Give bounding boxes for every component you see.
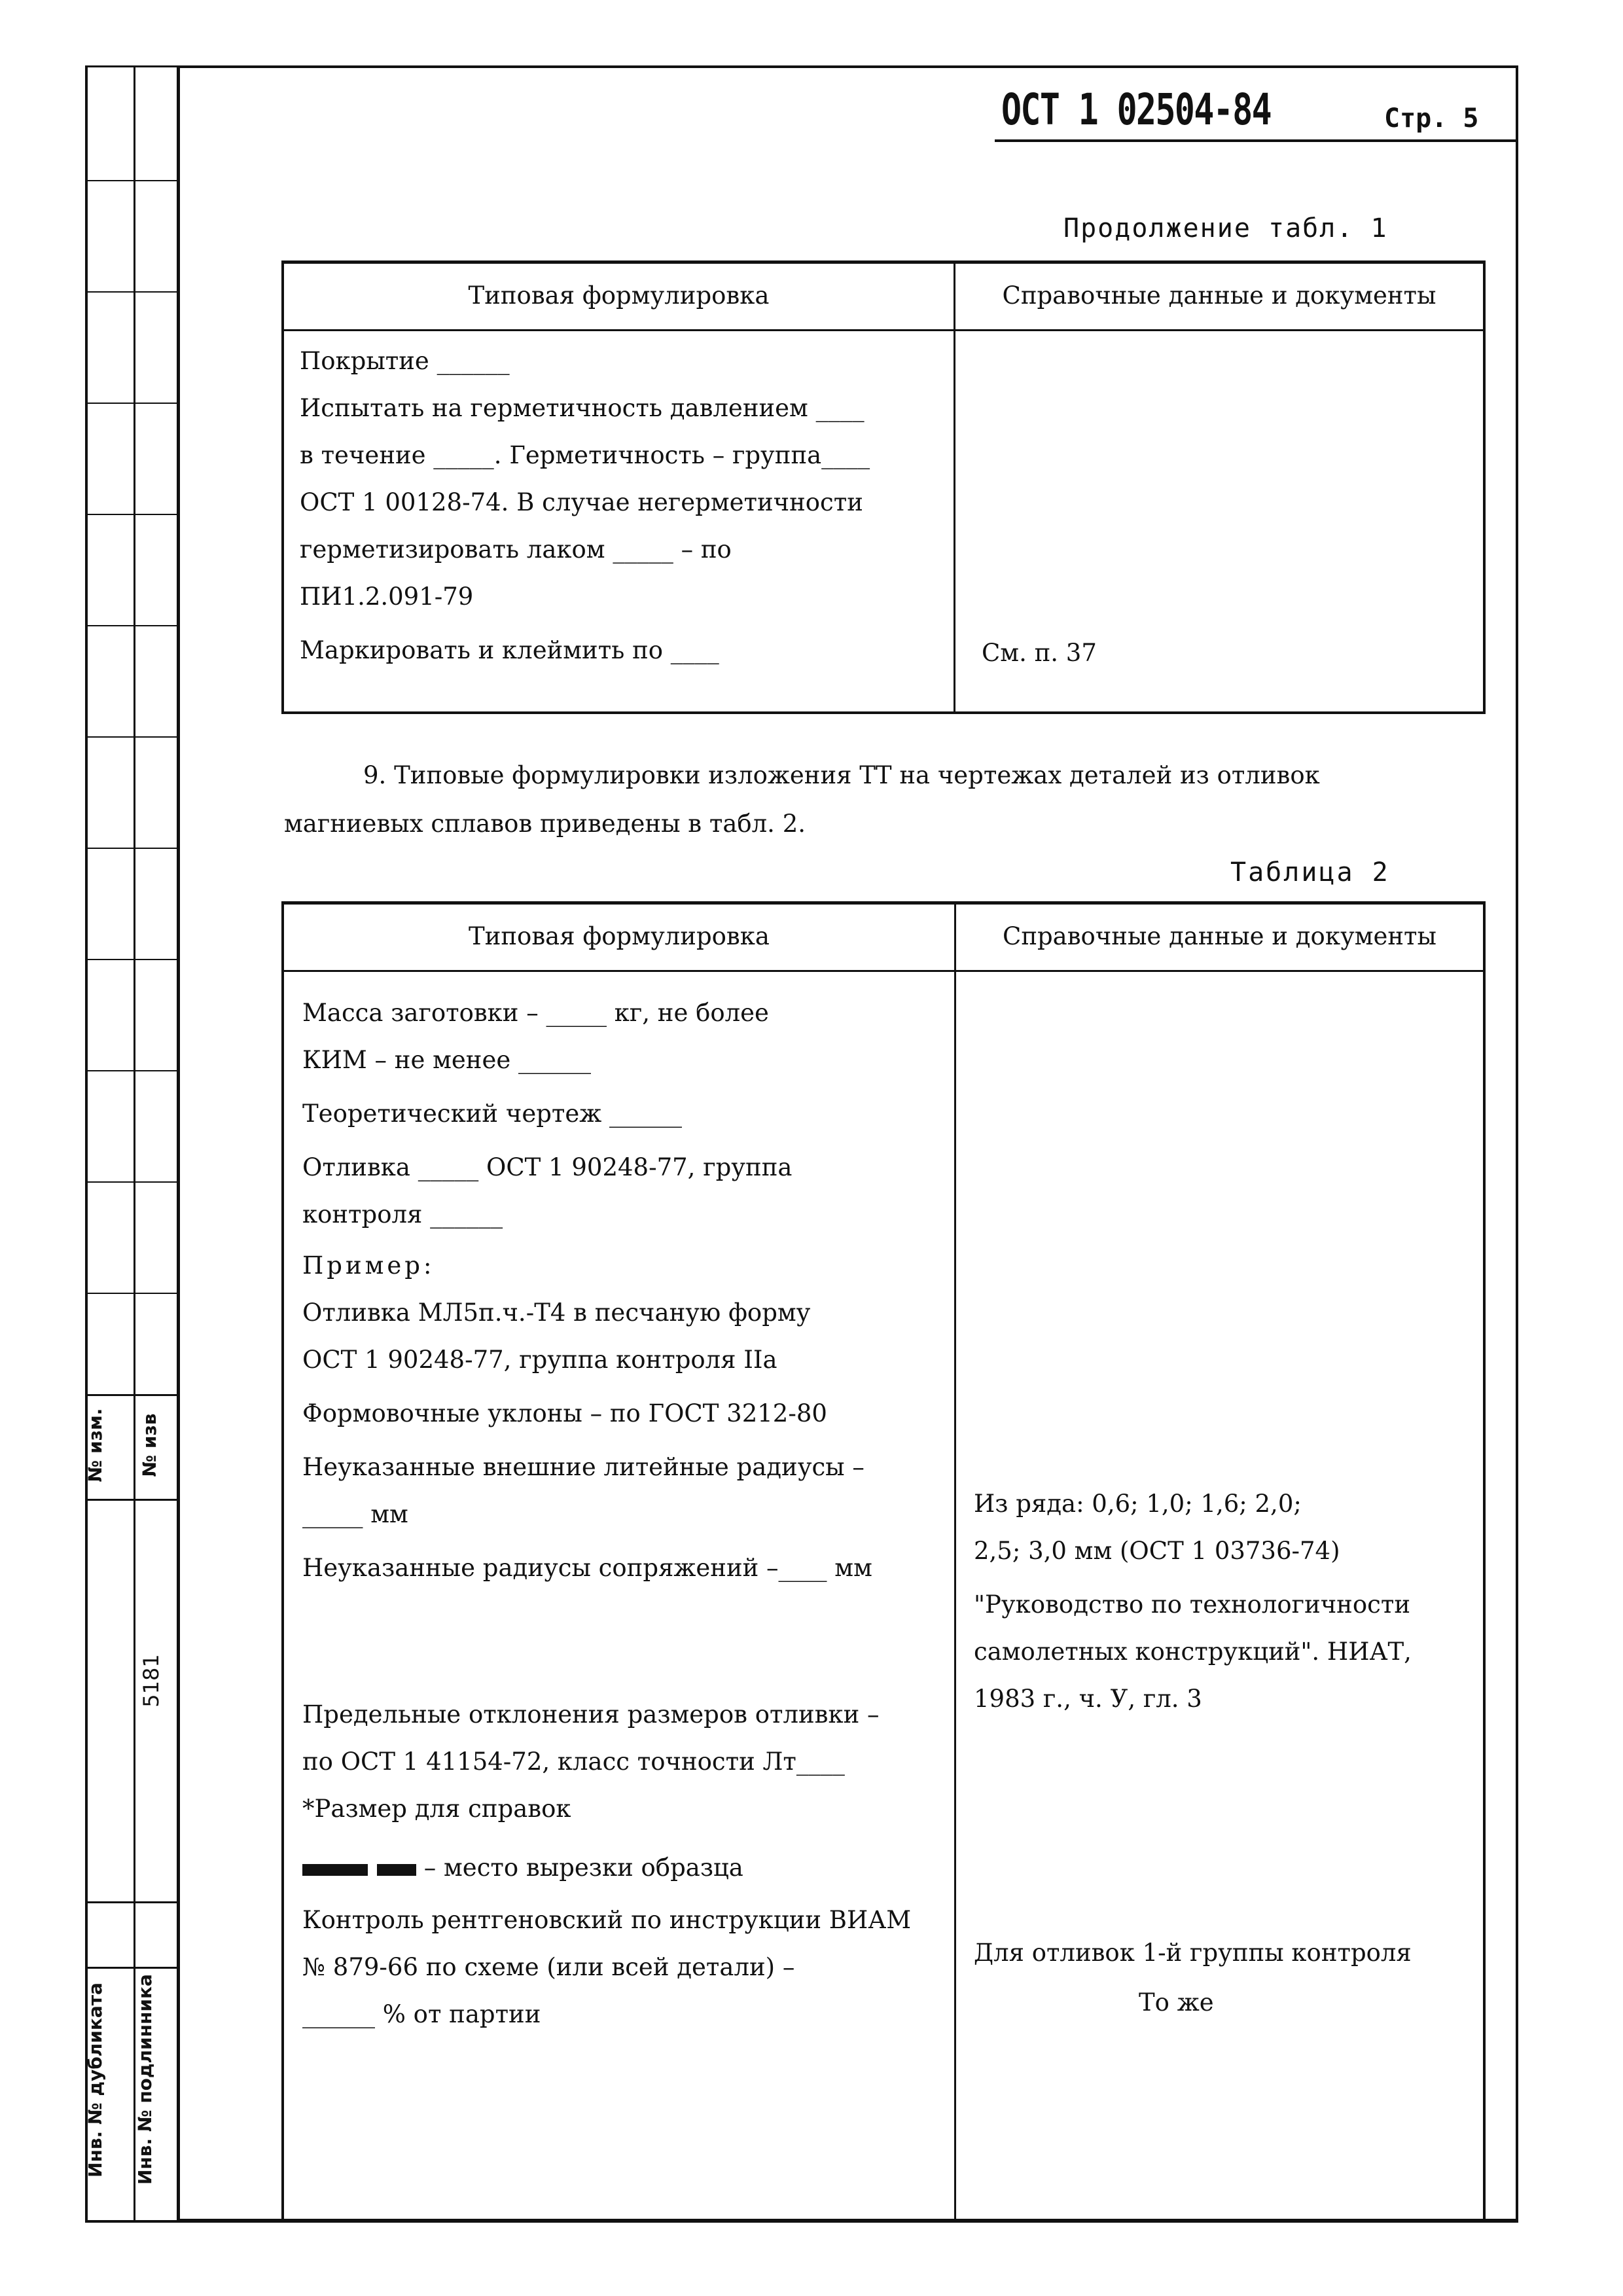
t1-pi-ref: ПИ1.2.091-79 xyxy=(300,583,474,611)
t2-theoretical-drawing: Теоретический чертеж ______ xyxy=(302,1100,683,1128)
t1-ost-ref: ОСТ 1 00128-74. В случае негерметичности xyxy=(300,488,863,516)
page-border-right xyxy=(1516,65,1518,2223)
page-number: Стр. 5 xyxy=(1384,103,1479,134)
t2-example-label: Пример: xyxy=(302,1251,435,1280)
t2-casting-2: контроля ______ xyxy=(302,1200,503,1229)
table2-col2-header: Справочные данные и документы xyxy=(1003,922,1436,950)
paragraph-9-line1: 9. Типовые формулировки изложения ТТ на чертежах деталей из отливок xyxy=(363,761,1320,789)
t2-kim: КИМ – не менее ______ xyxy=(302,1046,592,1074)
margin-dup-inv: Инв. № дубликата xyxy=(84,1982,106,2178)
t1-seal-lacquer: герметизировать лаком _____ – по xyxy=(300,535,732,564)
t1-marking: Маркировать и клеймить по ____ xyxy=(300,636,719,664)
header-underline xyxy=(995,139,1518,142)
margin-orig-inv: Инв. № подлинника xyxy=(134,1974,156,2185)
t1-leak-duration: в течение _____. Герметичность – группа____ xyxy=(300,441,870,469)
t2-guide-1: "Руководство по технологичности xyxy=(974,1590,1410,1619)
t1-leak-test: Испытать на герметичность давлением ____ xyxy=(300,394,865,422)
page-border-top xyxy=(177,65,1518,68)
table1-col2-header: Справочные данные и документы xyxy=(1002,281,1436,310)
t2-xray-1: Контроль рентгеновский по инструкции ВИАМ xyxy=(302,1906,912,1934)
t2-xray-2: № 879-66 по схеме (или всей детали) – xyxy=(302,1953,795,1981)
t2-sample-cut: – место вырезки образца xyxy=(302,1844,911,1892)
standard-number: ОСТ 1 02504-84 xyxy=(1001,84,1272,135)
t2-guide-2: самолетных конструкций". НИАТ, xyxy=(974,1638,1412,1666)
t2-same: То же xyxy=(1139,1988,1214,2017)
table1-caption: Продолжение табл. 1 xyxy=(1063,213,1388,243)
t2-ref-size: *Размер для справок xyxy=(302,1795,571,1823)
t2-xray-3: ______ % от партии xyxy=(302,2000,541,2028)
sample-cut-line-icon xyxy=(302,1864,368,1876)
table2-col1-header: Типовая формулировка xyxy=(469,922,770,950)
t1-coating: Покрытие ______ xyxy=(300,347,510,375)
t2-deviation-1: Предельные отклонения размеров отливки – xyxy=(302,1700,880,1729)
paragraph-9-line2: магниевых сплавов приведены в табл. 2. xyxy=(284,810,806,838)
table1-col1-header: Типовая формулировка xyxy=(468,281,770,310)
margin-notice-no: № изв xyxy=(139,1413,160,1477)
t2-guide-3: 1983 г., ч. У, гл. 3 xyxy=(974,1685,1202,1713)
margin-change-no: № изм. xyxy=(84,1408,106,1482)
t1-marking-ref: См. п. 37 xyxy=(982,639,1097,667)
table2-caption: Таблица 2 xyxy=(1230,857,1390,888)
t2-mate-radii: Неуказанные радиусы сопряжений –____ мм xyxy=(302,1554,872,1582)
t2-group1: Для отливок 1-й группы контроля xyxy=(974,1939,1412,1967)
page-border-bottom xyxy=(177,2219,1518,2223)
t2-radii-series-2: 2,5; 3,0 мм (ОСТ 1 03736-74) xyxy=(974,1537,1340,1565)
sample-cut-line-icon xyxy=(377,1864,416,1876)
t2-deviation-2: по ОСТ 1 41154-72, класс точности Лт____ xyxy=(302,1748,845,1776)
t2-casting-1: Отливка _____ ОСТ 1 90248-77, группа xyxy=(302,1153,793,1181)
t2-outer-radii-1: Неуказанные внешние литейные радиусы – xyxy=(302,1453,865,1481)
t2-example-2: ОСТ 1 90248-77, группа контроля IIa xyxy=(302,1346,777,1374)
t2-mass: Масса заготовки – _____ кг, не более xyxy=(302,999,769,1027)
t2-slopes: Формовочные уклоны – по ГОСТ 3212-80 xyxy=(302,1399,827,1427)
t2-example-1: Отливка МЛ5п.ч.-Т4 в песчаную форму xyxy=(302,1299,811,1327)
t2-radii-series-1: Из ряда: 0,6; 1,0; 1,6; 2,0; xyxy=(974,1490,1302,1518)
t2-outer-radii-2: _____ мм xyxy=(302,1500,408,1528)
margin-orig-number: 5181 xyxy=(139,1654,164,1708)
